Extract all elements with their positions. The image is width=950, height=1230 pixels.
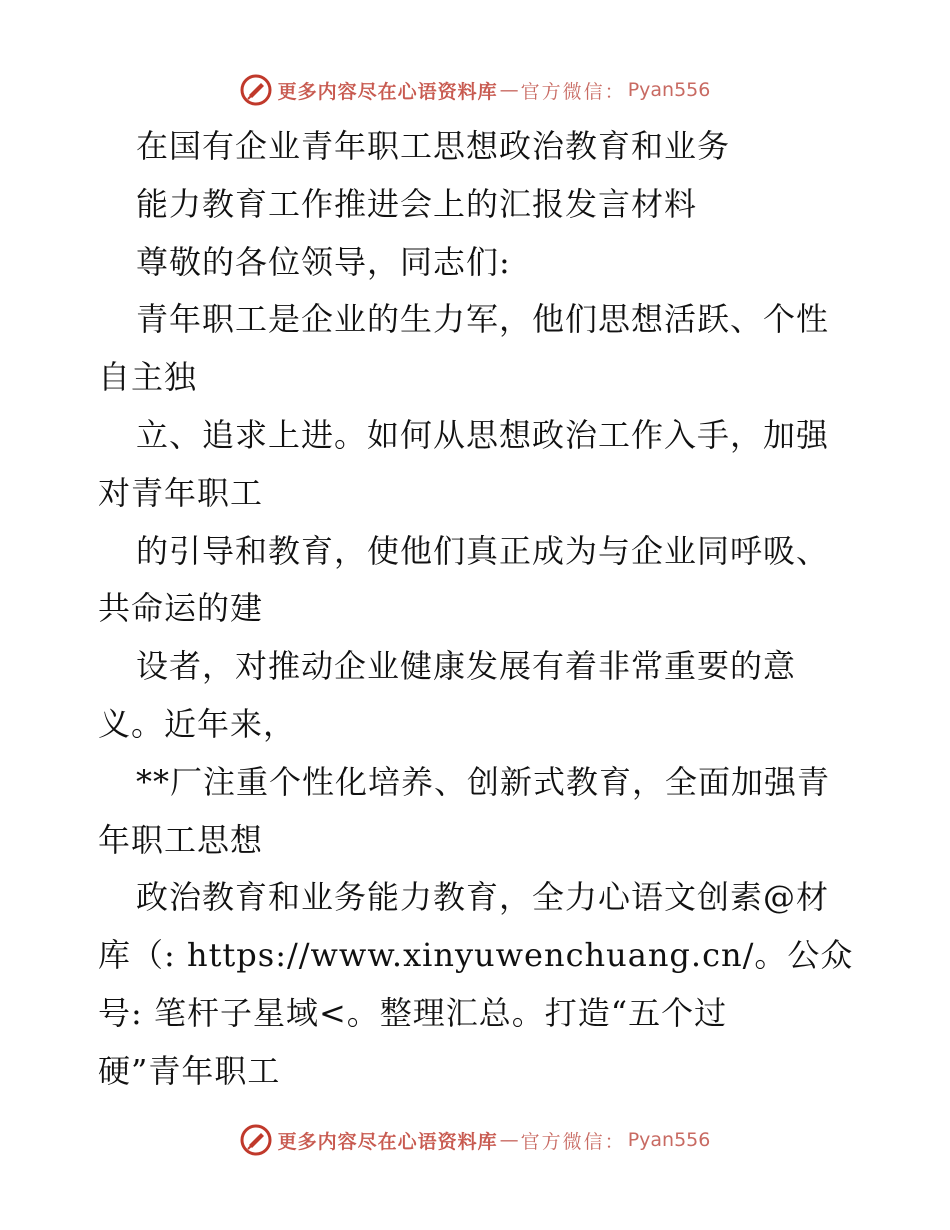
salutation: 尊敬的各位领导，同志们: — [136, 242, 511, 281]
watermark-site-name: 更多内容尽在心语资料库 — [277, 80, 498, 103]
watermark-separator: — — [499, 1129, 519, 1151]
paragraph-line: 义。近年来， — [98, 704, 297, 743]
watermark-colon: ： — [604, 1130, 624, 1153]
paragraph-line: **厂注重个性化培养、创新式教育，全面加强青 — [136, 762, 831, 801]
paragraph-line: 青年职工是企业的生力军，他们思想活跃、个性 — [136, 300, 830, 339]
paragraph-line: 设者，对推动企业健康发展有着非常重要的意 — [136, 647, 797, 686]
brand-logo-icon — [240, 74, 272, 106]
brand-logo-icon — [240, 1124, 272, 1156]
header-watermark — [0, 70, 950, 110]
watermark-wechat-id: Pyan556 — [627, 1129, 711, 1151]
watermark-wechat-id: Pyan556 — [627, 79, 711, 101]
paragraph-line: 的引导和教育，使他们真正成为与企业同呼吸、 — [136, 531, 830, 570]
watermark-label: 官方微信 — [520, 1130, 605, 1153]
title-line-2: 能力教育工作推进会上的汇报发言材料 — [136, 184, 698, 223]
watermark-colon: ： — [604, 80, 624, 103]
paragraph-line: 号: 笔杆子星域<。整理汇总。打造“五个过 — [98, 993, 728, 1032]
paragraph-line: 硬”青年职工 — [98, 1051, 281, 1090]
paragraph-line: 政治教育和业务能力教育，全力心语文创素@材 — [136, 878, 830, 917]
watermark-label: 官方微信 — [520, 80, 605, 103]
paragraph-line: 共命运的建 — [98, 589, 264, 628]
paragraph-line: 自主独 — [98, 358, 198, 397]
paragraph-line: 对青年职工 — [98, 473, 264, 512]
paragraph-line: 库（: https://www.xinyuwenchuang.cn/。公众 — [98, 936, 854, 975]
paragraph-line: 立、追求上进。如何从思想政治工作入手，加强 — [136, 415, 830, 454]
paragraph-line: 年职工思想 — [98, 820, 264, 859]
document-body — [98, 118, 868, 1101]
watermark-site-name: 更多内容尽在心语资料库 — [277, 1130, 498, 1153]
title-line-1: 在国有企业青年职工思想政治教育和业务 — [136, 127, 731, 165]
watermark-separator: — — [499, 79, 519, 101]
footer-watermark — [0, 1120, 950, 1160]
